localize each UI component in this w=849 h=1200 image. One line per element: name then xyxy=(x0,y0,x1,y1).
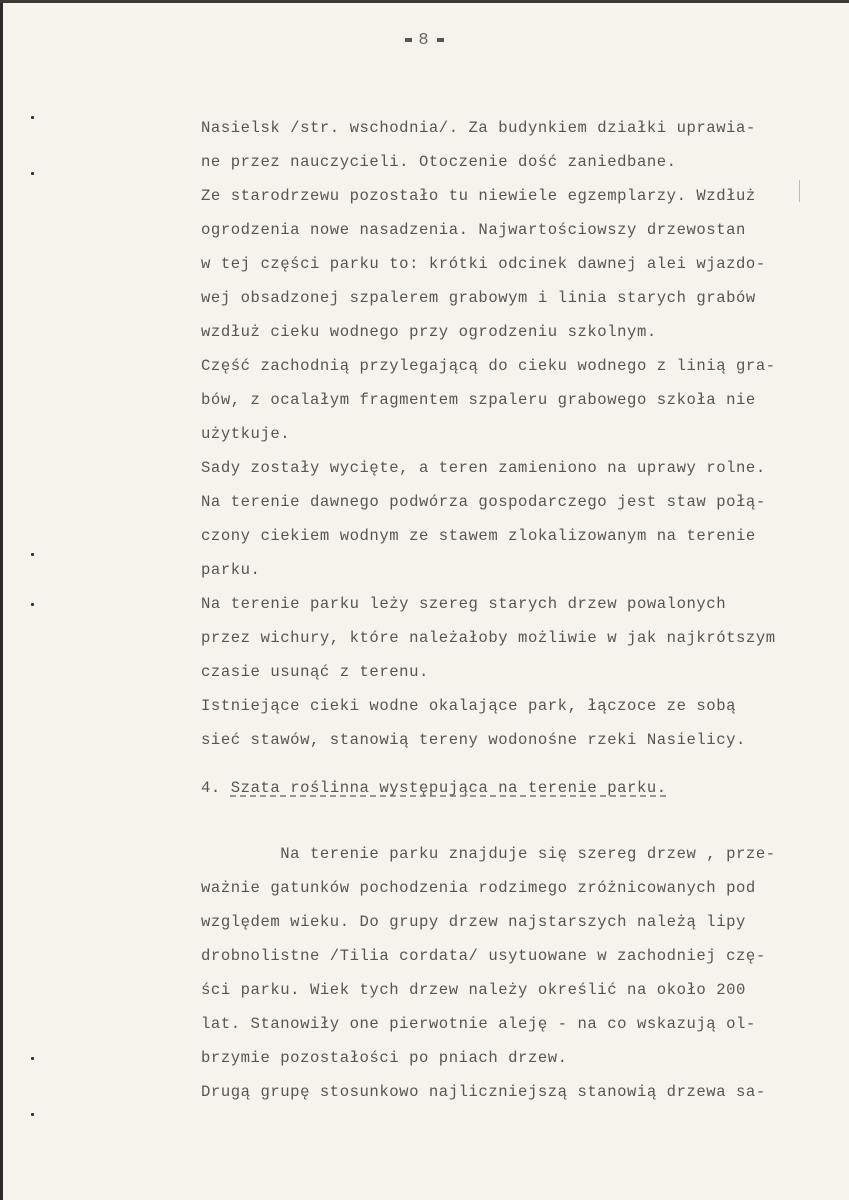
text-line: Drugą grupę stosunkowo najliczniejszą stanowią drzewa sa- xyxy=(201,1083,766,1101)
punch-mark xyxy=(31,116,34,119)
punch-mark xyxy=(31,553,34,556)
text-line: względem wieku. Do grupy drzew najstarszych należą lipy xyxy=(201,913,746,931)
text-line: ne przez nauczycieli. Otoczenie dość zaniedbane. xyxy=(201,153,677,171)
text-line: Ze starodrzewu pozostało tu niewiele egzemplarzy. Wzdłuż xyxy=(201,187,756,205)
dash-right xyxy=(437,38,444,42)
punch-mark xyxy=(31,1057,34,1060)
punch-mark xyxy=(31,172,34,175)
text-line: sieć stawów, stanowią tereny wodonośne rzeki Nasielicy. xyxy=(201,731,746,749)
text-line: Sady zostały wycięte, a teren zamieniono na uprawy rolne. xyxy=(201,459,766,477)
text-line: Na terenie dawnego podwórza gospodarczego jest staw połą- xyxy=(201,493,766,511)
text-line: drobnolistne /Tilia cordata/ usytuowane w zachodniej czę- xyxy=(201,947,766,965)
text-line: wej obsadzonej szpalerem grabowym i linia starych grabów xyxy=(201,289,756,307)
text-line: czasie usunąć z terenu. xyxy=(201,663,429,681)
text-line: przez wichury, które należałoby możliwie w jak najkrótszym xyxy=(201,629,776,647)
text-line: ści parku. Wiek tych drzew należy określić na około 200 xyxy=(201,981,746,999)
text-line: ważnie gatunków pochodzenia rodzimego zróżnicowanych pod xyxy=(201,879,756,897)
text-line: Na terenie parku znajduje się szereg drzew , prze- xyxy=(201,845,776,863)
text-line: czony ciekiem wodnym ze stawem zlokalizowanym na terenie xyxy=(201,527,756,545)
text-line: brzymie pozostałości po pniach drzew. xyxy=(201,1049,568,1067)
section-number: 4. xyxy=(201,779,221,797)
text-line: użytkuje. xyxy=(201,425,291,443)
text-line: parku. xyxy=(201,561,261,579)
section-title: Szata roślinna występująca na terenie parku. xyxy=(230,779,667,797)
text-line: lat. Stanowiły one pierwotnie aleję - na co wskazują ol- xyxy=(201,1015,756,1033)
punch-mark xyxy=(31,1113,34,1116)
text-line: Na terenie parku leży szereg starych drzew powalonych xyxy=(201,595,727,613)
stray-pencil-mark xyxy=(799,180,800,202)
scan-top-edge xyxy=(0,0,849,3)
section-heading xyxy=(201,779,667,797)
text-line: wzdłuż cieku wodnego przy ogrodzeniu szkolnym. xyxy=(201,323,657,341)
text-line: ogrodzenia nowe nasadzenia. Najwartościowszy drzewostan xyxy=(201,221,746,239)
scan-left-edge xyxy=(0,0,3,1200)
text-line: Istniejące cieki wodne okalające park, łączoce ze sobą xyxy=(201,697,737,715)
page-number xyxy=(0,31,849,50)
text-line: w tej części parku to: krótki odcinek dawnej alei wjazdo- xyxy=(201,255,766,273)
text-line: bów, z ocalałym fragmentem szpaleru grabowego szkoła nie xyxy=(201,391,756,409)
page-number-value: 8 xyxy=(418,31,431,50)
dash-left xyxy=(405,38,412,42)
text-line: Nasielsk /str. wschodnia/. Za budynkiem działki uprawia- xyxy=(201,119,756,137)
text-line: Część zachodnią przylegającą do cieku wodnego z linią gra- xyxy=(201,357,776,375)
punch-mark xyxy=(31,603,34,606)
